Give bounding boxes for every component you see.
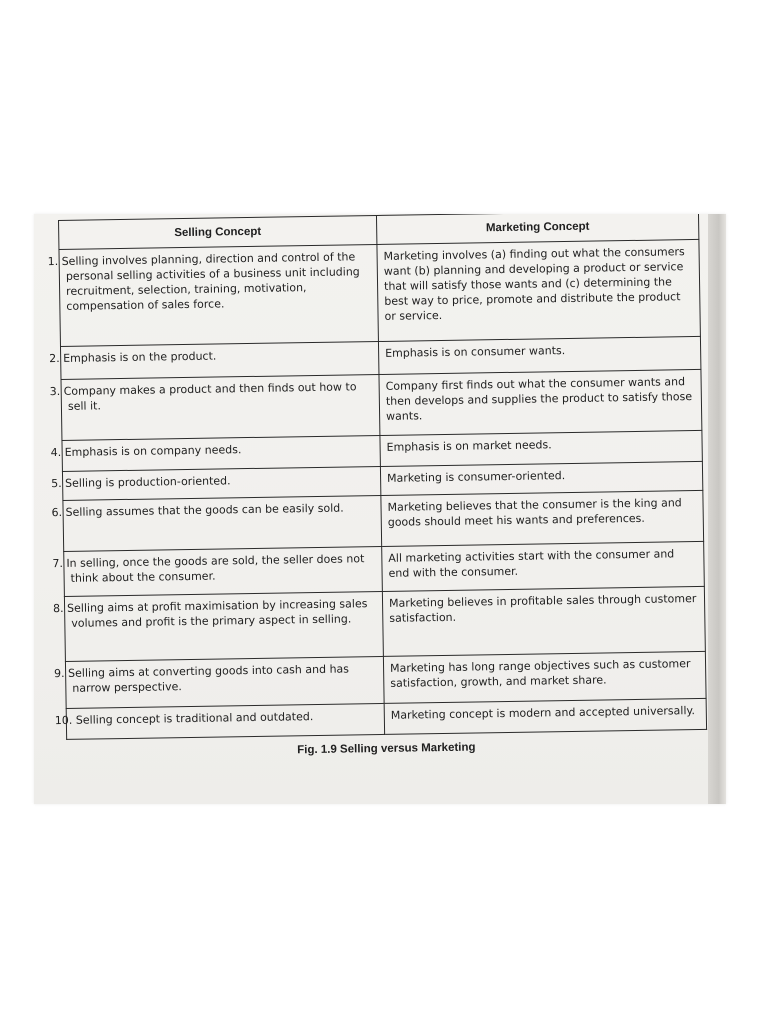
selling-cell: 6. Selling assumes that the goods can be easily sold. [63, 495, 382, 551]
marketing-cell: Emphasis is on consumer wants. [378, 336, 700, 374]
marketing-cell: Marketing believes in profitable sales through customer satisfaction. [382, 586, 705, 656]
selling-cell: 2. Emphasis is on the product. [60, 341, 378, 379]
selling-cell: 3. Company makes a product and then finds out how to sell it. [61, 374, 380, 440]
table-row [64, 586, 705, 661]
selling-cell: 10. Selling concept is traditional and outdated. [66, 703, 384, 739]
marketing-cell: Emphasis is on market needs. [380, 430, 702, 466]
selling-cell: 4. Emphasis is on company needs. [62, 435, 380, 471]
selling-cell: 9. Selling aims at converting goods into cash and has narrow perspective. [65, 656, 384, 708]
selling-cell: 5. Selling is production-oriented. [62, 466, 380, 500]
header-marketing-concept: Marketing Concept [376, 214, 698, 244]
table-row [59, 239, 700, 346]
marketing-cell: Marketing has long range objectives such as customer satisfaction, growth, and market share. [383, 651, 706, 703]
marketing-cell: Marketing is consumer-oriented. [380, 461, 702, 495]
marketing-cell: Company first finds out what the consumer wants and then develops and supplies the product to satisfy those wants. [379, 369, 702, 435]
comparison-table [47, 214, 707, 740]
selling-cell: 7. In selling, once the goods are sold, the seller does not think about the consumer. [64, 546, 383, 596]
page-edge-shadow [708, 214, 726, 804]
selling-cell: 1. Selling involves planning, direction and control of the personal selling activities of a business unit including recruitment, selection, training, motivation, compensation of sales force. [59, 244, 378, 346]
marketing-cell: Marketing believes that the consumer is the king and goods should meet his wants and preferences. [381, 490, 704, 546]
table-row [61, 369, 702, 440]
selling-cell: 8. Selling aims at profit maximisation by increasing sales volumes and profit is the primary aspect in selling. [64, 591, 383, 661]
book-page [34, 214, 726, 804]
figure-caption: Fig. 1.9 Selling versus Marketing [297, 741, 476, 757]
header-selling-concept: Selling Concept [59, 215, 377, 249]
marketing-cell: Marketing involves (a) finding out what the consumers want (b) planning and developing a product or service that will satisfy those wants and (c) determining the best way to price, promote and distribute the product or service. [377, 239, 700, 341]
marketing-cell: Marketing concept is modern and accepted universally. [384, 698, 706, 734]
marketing-cell: All marketing activities start with the consumer and end with the consumer. [382, 541, 705, 591]
page-content [47, 214, 706, 760]
